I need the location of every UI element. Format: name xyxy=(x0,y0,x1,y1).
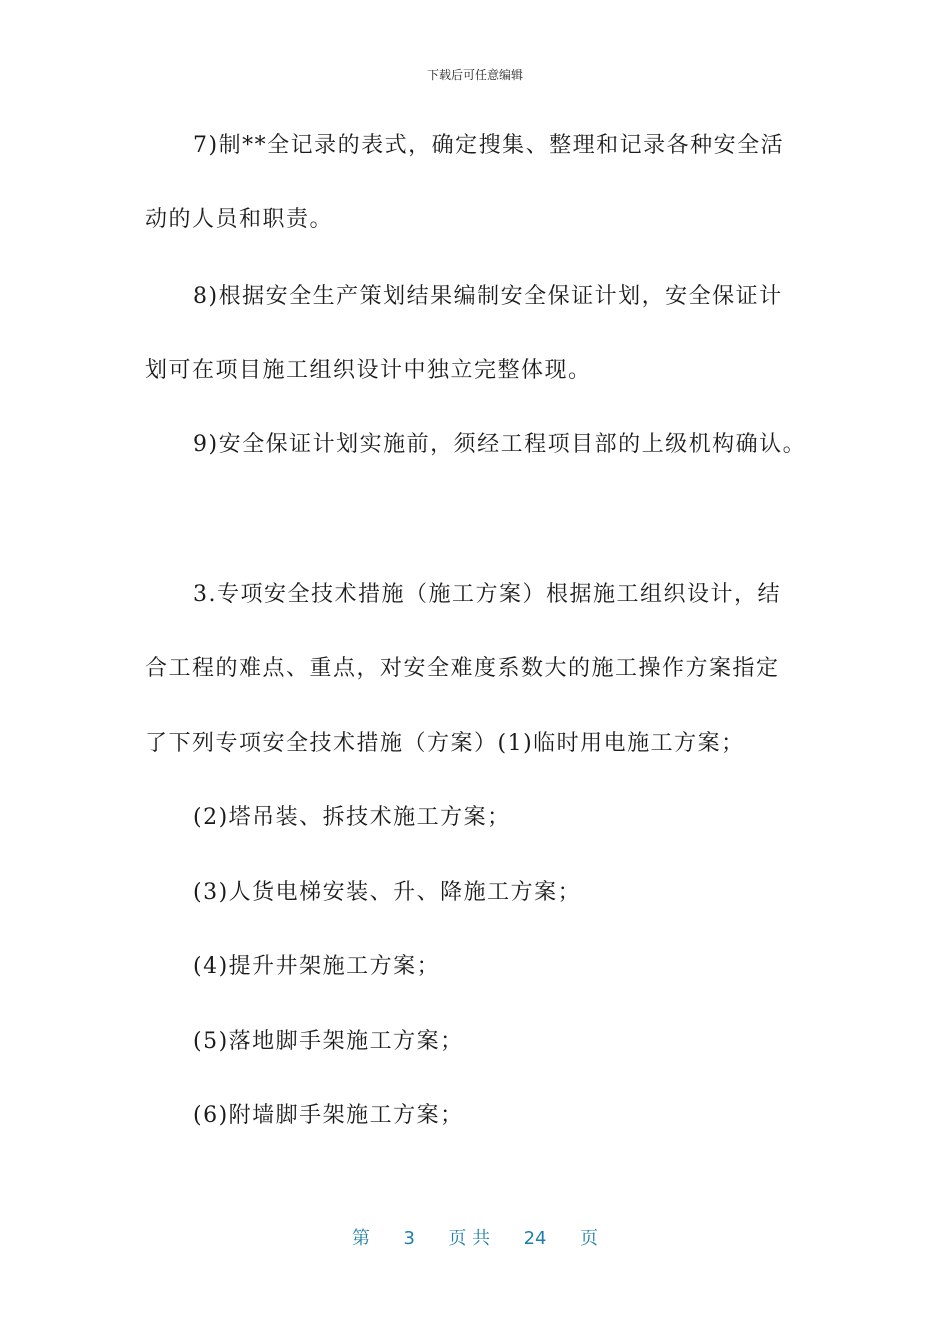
text-line: (2)塔吊装、拆技术施工方案； xyxy=(193,805,511,830)
footer-total-pages: 24 xyxy=(523,1228,547,1249)
footer-middle: 页 共 xyxy=(448,1228,491,1249)
footer-suffix: 页 xyxy=(579,1228,598,1249)
text-line: 了下列专项安全技术措施（方案）(1)临时用电施工方案； xyxy=(145,731,745,756)
text-line: (3)人货电梯安装、升、降施工方案； xyxy=(193,880,582,905)
text-line: 动的人员和职责。 xyxy=(145,207,334,232)
text-line: 7)制**全记录的表式，确定搜集、整理和记录各种安全活 xyxy=(193,133,785,158)
text-line: (6)附墙脚手架施工方案； xyxy=(193,1103,464,1128)
text-line: 合工程的难点、重点，对安全难度系数大的施工操作方案指定 xyxy=(145,656,780,681)
footer-prefix: 第 xyxy=(352,1228,371,1249)
page-header: 下载后可任意编辑 xyxy=(426,68,523,82)
text-line: 划可在项目施工组织设计中独立完整体现。 xyxy=(145,358,592,383)
text-line: 8)根据安全生产策划结果编制安全保证计划，安全保证计 xyxy=(193,284,783,309)
footer-current-page: 3 xyxy=(403,1228,415,1249)
text-line: (5)落地脚手架施工方案； xyxy=(193,1029,464,1054)
page-footer xyxy=(0,1224,950,1250)
text-line: 3.专项安全技术措施（施工方案）根据施工组织设计，结 xyxy=(193,582,781,607)
text-line: (4)提升井架施工方案； xyxy=(193,954,441,979)
text-line: 9)安全保证计划实施前，须经工程项目部的上级机构确认。 xyxy=(193,432,807,457)
